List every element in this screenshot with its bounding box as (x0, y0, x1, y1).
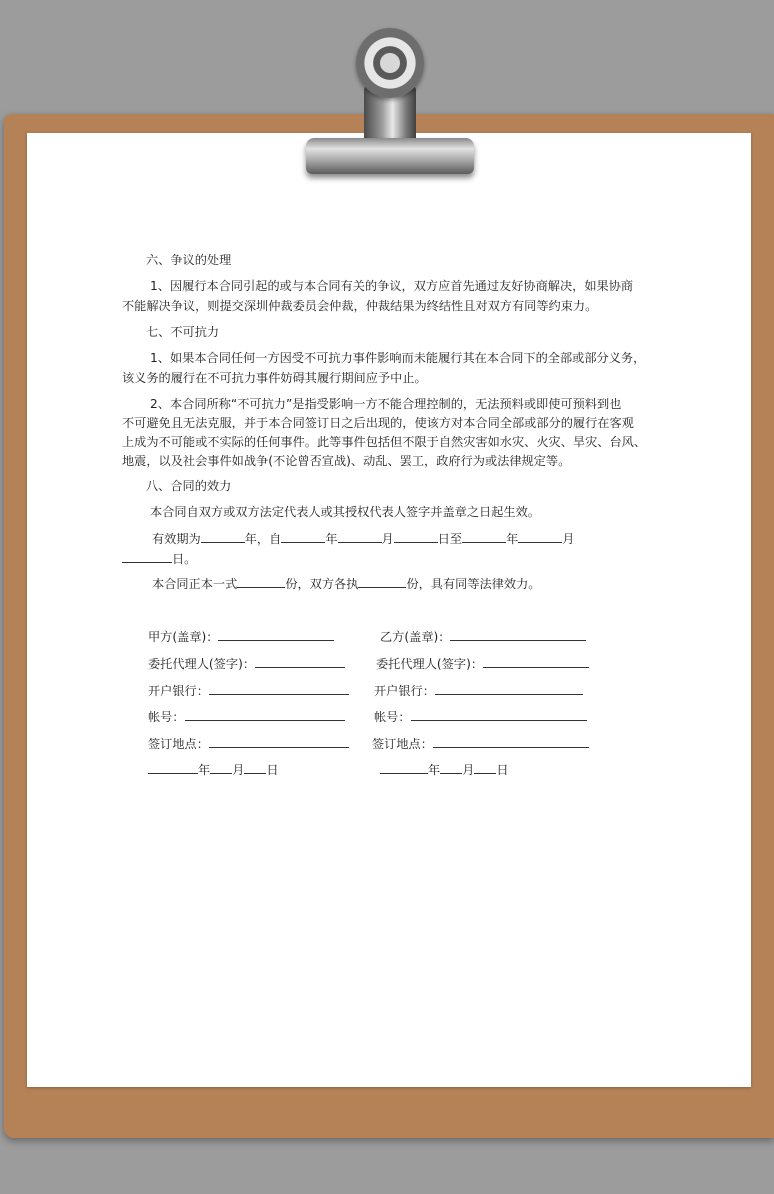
party-a-agent (148, 655, 345, 672)
copies-line (152, 575, 541, 592)
section-7-para-2-line-4: 地震，以及社会事件如战争(不论曾否宣战)、动乱、罢工，政府行为或法律规定等。 (122, 454, 571, 468)
party-a-account-blank (185, 708, 345, 721)
validity-line-2 (122, 550, 196, 567)
section-8-heading: 八、合同的效力 (146, 479, 232, 493)
party-a-place (148, 735, 349, 752)
party-b-account-label: 帐号： (374, 710, 411, 724)
section-6-heading: 六、争议的处理 (146, 253, 232, 267)
validity-text-year: 年，自 (244, 532, 282, 546)
party-b-day-blank (474, 761, 496, 774)
party-b-agent (376, 655, 589, 672)
party-b-bank-label: 开户银行： (374, 684, 435, 698)
party-a-agent-label: 委托代理人(签字)： (148, 657, 256, 671)
section-6-para-1-line-1: 1、因履行本合同引起的或与本合同有关的争议，双方应首先通过友好协商解决，如果协商 (150, 279, 634, 293)
party-b-agent-label: 委托代理人(签字)： (376, 657, 484, 671)
party-a-day-blank (244, 761, 266, 774)
party-a-seal-label: 甲方(盖章)： (148, 630, 219, 644)
party-b-bank (374, 682, 583, 699)
copies-blank-1 (237, 575, 285, 588)
party-b-day-label: 日 (496, 763, 509, 777)
validity-blank-2 (281, 530, 325, 543)
party-a-month-label: 月 (232, 763, 245, 777)
validity-label: 有效期为 (152, 532, 201, 546)
section-6-para-1-line-2: 不能解决争议，则提交深圳仲裁委员会仲裁，仲裁结果为终结性且对双方有同等约束力。 (122, 299, 598, 313)
copies-text-1: 本合同正本一式 (152, 577, 238, 591)
party-a-seal-blank (218, 628, 334, 641)
party-b-account-blank (411, 708, 587, 721)
party-a-bank-label: 开户银行： (148, 684, 209, 698)
binder-clip-base (306, 138, 474, 174)
validity-text-month2: 月 (562, 532, 575, 546)
section-7-para-1-line-1: 1、如果本合同任何一方因受不可抗力事件影响而未能履行其在本合同下的全部或部分义务， (150, 351, 646, 365)
copies-text-2: 份，双方各执 (285, 577, 359, 591)
party-a-day-label: 日 (266, 763, 279, 777)
party-b-seal-label: 乙方(盖章)： (380, 630, 451, 644)
party-a-account-label: 帐号： (148, 710, 185, 724)
party-a-year-label: 年 (198, 763, 211, 777)
party-a-bank (148, 682, 349, 699)
validity-line (152, 530, 574, 547)
party-b-seal (380, 628, 586, 645)
party-b-month-blank (440, 761, 462, 774)
party-a-seal (148, 628, 334, 645)
validity-text-day-to: 日至 (437, 532, 463, 546)
validity-blank-4 (394, 530, 438, 543)
party-b-place-label: 签订地点： (372, 737, 433, 751)
copies-text-3: 份，具有同等法律效力。 (406, 577, 541, 591)
section-7-para-2-line-3: 上成为不可能或不实际的任何事件。此等事件包括但不限于自然灾害如水灾、火灾、旱灾、台风、 (122, 435, 647, 449)
party-a-bank-blank (209, 682, 349, 695)
party-b-bank-blank (435, 682, 583, 695)
party-b-month-label: 月 (462, 763, 475, 777)
section-7-para-2-line-1: 2、本合同所称“不可抗力”是指受影响一方不能合理控制的，无法预料或即使可预料到也 (150, 397, 622, 411)
party-b-agent-blank (483, 655, 589, 668)
validity-blank-3 (338, 530, 382, 543)
party-b-year-label: 年 (428, 763, 441, 777)
party-a-month-blank (210, 761, 232, 774)
validity-text-month: 月 (381, 532, 394, 546)
party-a-agent-blank (255, 655, 345, 668)
validity-blank-5 (462, 530, 506, 543)
section-8-para-1: 本合同自双方或双方法定代表人或其授权代表人签字并盖章之日起生效。 (150, 505, 540, 519)
section-7-para-2-line-2: 不可避免且无法克服，并于本合同签订日之后出现的，使该方对本合同全部或部分的履行在客观 (122, 416, 634, 430)
binder-clip-ring (356, 28, 424, 98)
party-a-account (148, 708, 345, 725)
party-b-place-blank (433, 735, 589, 748)
party-a-place-label: 签订地点： (148, 737, 209, 751)
copies-blank-2 (358, 575, 406, 588)
party-b-seal-blank (450, 628, 586, 641)
validity-text-year2: 年 (325, 532, 338, 546)
validity-text-day-end: 日。 (172, 552, 197, 566)
validity-blank-1 (201, 530, 245, 543)
section-7-heading: 七、不可抗力 (146, 325, 220, 339)
validity-blank-6 (518, 530, 562, 543)
party-a-year-blank (148, 761, 198, 774)
section-7-para-1-line-2: 该义务的履行在不可抗力事件妨碍其履行期间应予中止。 (122, 371, 427, 385)
party-a-place-blank (209, 735, 349, 748)
party-b-account (374, 708, 587, 725)
party-b-year-blank (380, 761, 428, 774)
validity-text-year3: 年 (506, 532, 519, 546)
party-b-place (372, 735, 589, 752)
party-b-date (380, 761, 509, 778)
validity-blank-7 (122, 550, 172, 563)
party-a-date (148, 761, 279, 778)
